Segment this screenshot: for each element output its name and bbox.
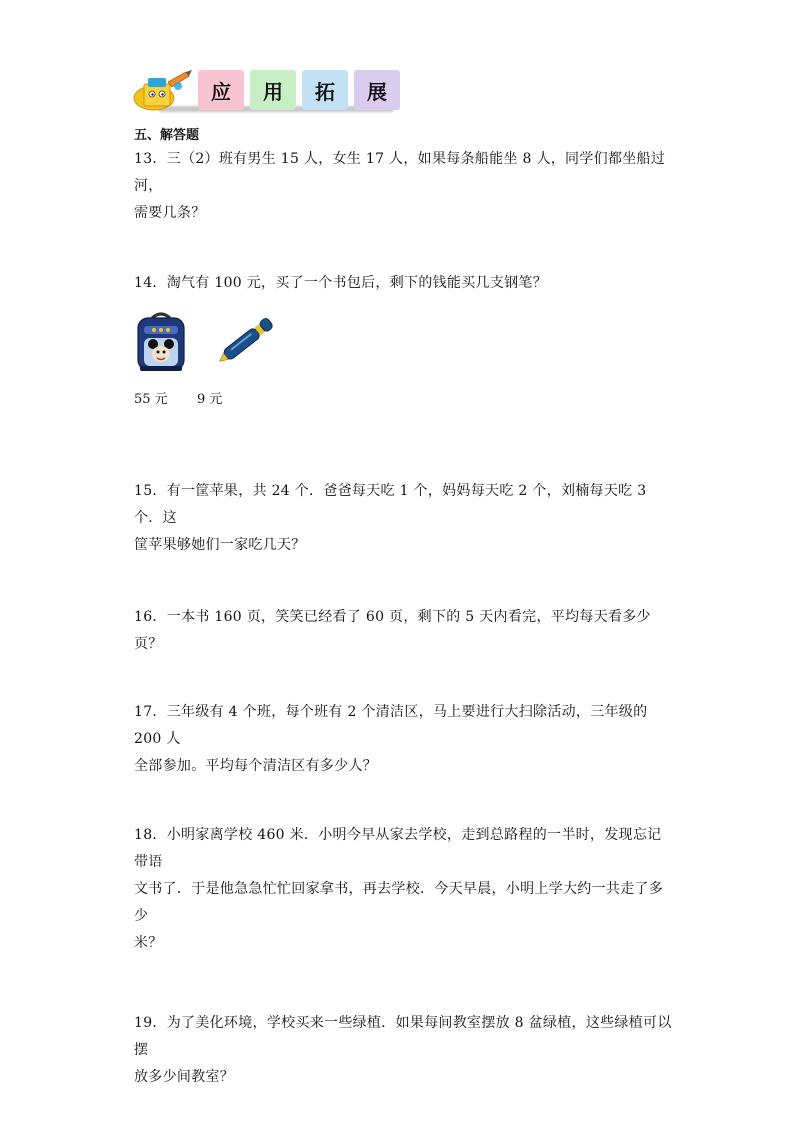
question-18 bbox=[134, 822, 674, 957]
backpack-icon bbox=[134, 312, 188, 374]
question-line: 13．三（2）班有男生 15 人，女生 17 人，如果每条船能坐 8 人，同学们都坐船过河， bbox=[134, 151, 666, 194]
question-line: 筐苹果够她们一家吃几天？ bbox=[134, 537, 306, 553]
question-14 bbox=[134, 270, 674, 297]
question-19 bbox=[134, 1010, 674, 1091]
question-line: 19．为了美化环境，学校买来一些绿植．如果每间教室摆放 8 盆绿植，这些绿植可以摆 bbox=[134, 1015, 672, 1058]
section-heading: 五、解答题 bbox=[134, 128, 200, 143]
question-15 bbox=[134, 478, 674, 559]
question-line: 15．有一筐苹果，共 24 个．爸爸每天吃 1 个，妈妈每天吃 2 个，刘楠每天吃 3 个．这 bbox=[134, 483, 647, 526]
price-pen: 9 元 bbox=[197, 392, 223, 407]
banner-char-4: 展 bbox=[354, 70, 400, 110]
question-line: 全部参加。平均每个清洁区有多少人？ bbox=[134, 758, 378, 774]
question-line: 16．一本书 160 页，笑笑已经看了 60 页，剩下的 5 天内看完，平均每天看多少页？ bbox=[134, 609, 651, 652]
question-16 bbox=[134, 604, 674, 658]
fountain-pen-icon bbox=[214, 308, 282, 370]
section-banner bbox=[132, 68, 394, 114]
question-line: 18．小明家离学校 460 米．小明今早从家去学校，走到总路程的一半时，发现忘记带语 bbox=[134, 827, 662, 870]
banner-char-1: 应 bbox=[198, 70, 244, 110]
question-17 bbox=[134, 699, 674, 780]
question-line: 米？ bbox=[134, 935, 163, 951]
question-13 bbox=[134, 146, 674, 227]
question-line: 放多少间教室？ bbox=[134, 1069, 235, 1085]
banner-char-3: 拓 bbox=[302, 70, 348, 110]
question-line: 17．三年级有 4 个班，每个班有 2 个清洁区，马上要进行大扫除活动，三年级的 200 人 bbox=[134, 704, 648, 747]
banner-char-2: 用 bbox=[250, 70, 296, 110]
question-line: 文书了．于是他急急忙忙回家拿书，再去学校．今天早晨，小明上学大约一共走了多少 bbox=[134, 881, 664, 924]
question-line: 14．淘气有 100 元，买了一个书包后，剩下的钱能买几支钢笔？ bbox=[134, 275, 548, 291]
price-backpack: 55 元 bbox=[134, 392, 168, 407]
question-line: 需要几条？ bbox=[134, 205, 206, 221]
toolbox-mascot-icon bbox=[132, 68, 196, 114]
